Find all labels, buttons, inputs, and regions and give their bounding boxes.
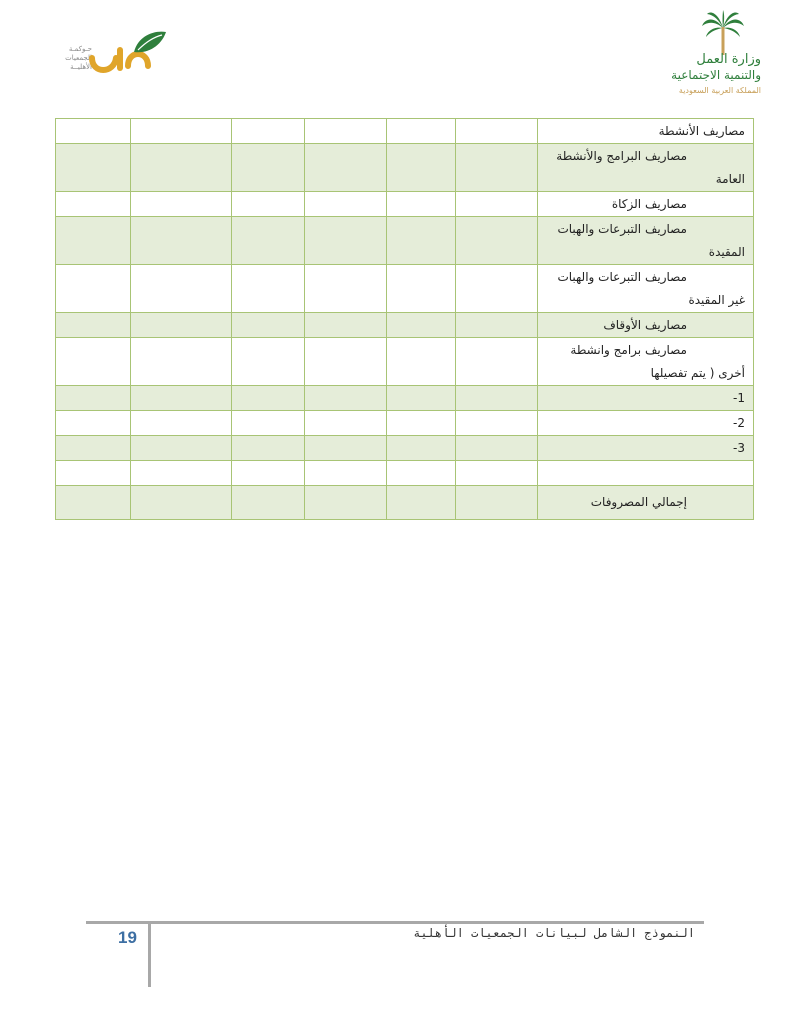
table-row xyxy=(56,461,754,486)
value-cell xyxy=(456,144,538,192)
value-cell xyxy=(56,265,131,313)
value-cell xyxy=(387,486,456,520)
table-row xyxy=(56,192,754,217)
value-cell xyxy=(456,217,538,265)
value-cell xyxy=(232,217,305,265)
value-cell xyxy=(387,338,456,386)
value-cell xyxy=(232,192,305,217)
row-label: 2- xyxy=(733,416,745,430)
value-cell xyxy=(131,144,232,192)
row-label: مصاريف برامج وانشطة xyxy=(570,343,687,357)
row-label-cell xyxy=(538,265,754,313)
table-row xyxy=(56,411,754,436)
value-cell xyxy=(456,192,538,217)
value-cell xyxy=(456,386,538,411)
value-cell xyxy=(305,386,387,411)
row-label-cell xyxy=(538,436,754,461)
value-cell xyxy=(387,192,456,217)
row-label: مصاريف الزكاة xyxy=(611,197,687,211)
governance-tag-line1: حـوكمـة xyxy=(68,45,92,53)
footer-title: النموذج الشامل لبيانات الجمعيات الأهلية xyxy=(413,926,695,940)
table-row xyxy=(56,486,754,520)
value-cell xyxy=(387,411,456,436)
row-label-continuation: أخرى ( يتم تفصيلها xyxy=(650,366,745,380)
table-row xyxy=(56,217,754,265)
value-cell xyxy=(456,313,538,338)
row-label-cell xyxy=(538,144,754,192)
value-cell xyxy=(131,119,232,144)
row-label: إجمالي المصروفات xyxy=(590,495,687,509)
value-cell xyxy=(305,119,387,144)
value-cell xyxy=(56,217,131,265)
ministry-logo xyxy=(629,10,761,96)
leaf-logo-icon xyxy=(88,28,170,76)
row-label-continuation: المقيدة xyxy=(708,245,745,259)
value-cell xyxy=(305,411,387,436)
value-cell xyxy=(456,436,538,461)
value-cell xyxy=(131,338,232,386)
table-row xyxy=(56,119,754,144)
row-label-continuation: العامة xyxy=(715,172,745,186)
table-row xyxy=(56,338,754,386)
value-cell xyxy=(305,486,387,520)
value-cell xyxy=(456,486,538,520)
value-cell xyxy=(56,411,131,436)
value-cell xyxy=(232,144,305,192)
value-cell xyxy=(456,338,538,386)
value-cell xyxy=(131,461,232,486)
row-label-cell xyxy=(538,192,754,217)
value-cell xyxy=(305,217,387,265)
value-cell xyxy=(305,265,387,313)
value-cell xyxy=(387,119,456,144)
ministry-name: وزارة العمل xyxy=(696,52,761,67)
row-label: مصاريف الأوقاف xyxy=(603,318,687,332)
row-label: مصاريف الأنشطة xyxy=(658,124,745,138)
value-cell xyxy=(232,313,305,338)
value-cell xyxy=(387,144,456,192)
row-label-cell xyxy=(538,461,754,486)
expenses-table xyxy=(55,118,754,520)
value-cell xyxy=(131,436,232,461)
value-cell xyxy=(305,338,387,386)
value-cell xyxy=(232,338,305,386)
value-cell xyxy=(456,411,538,436)
row-label-cell xyxy=(538,486,754,520)
row-label-cell xyxy=(538,119,754,144)
value-cell xyxy=(456,265,538,313)
value-cell xyxy=(131,411,232,436)
value-cell xyxy=(131,265,232,313)
page-number: 19 xyxy=(118,928,137,947)
value-cell xyxy=(56,313,131,338)
value-cell xyxy=(56,386,131,411)
row-label-cell xyxy=(538,411,754,436)
row-label-cell xyxy=(538,386,754,411)
table-row xyxy=(56,313,754,338)
value-cell xyxy=(131,217,232,265)
table-row xyxy=(56,386,754,411)
row-label-cell xyxy=(538,338,754,386)
row-label-cell xyxy=(538,313,754,338)
value-cell xyxy=(131,313,232,338)
footer-divider xyxy=(86,921,704,924)
value-cell xyxy=(56,192,131,217)
value-cell xyxy=(387,313,456,338)
row-label: مصاريف التبرعات والهبات xyxy=(557,270,687,284)
row-label: 3- xyxy=(733,441,745,455)
footer-vertical-divider xyxy=(148,921,151,987)
table-row xyxy=(56,265,754,313)
value-cell xyxy=(305,436,387,461)
governance-tag-line2: الجمعيات xyxy=(65,54,92,62)
value-cell xyxy=(131,192,232,217)
value-cell xyxy=(232,461,305,486)
governance-tag-line3: الأهليــة xyxy=(70,63,92,71)
palm-tree-icon xyxy=(701,10,745,56)
value-cell xyxy=(456,461,538,486)
row-label-cell xyxy=(538,217,754,265)
value-cell xyxy=(387,436,456,461)
value-cell xyxy=(56,144,131,192)
row-label: 1- xyxy=(733,391,745,405)
value-cell xyxy=(131,386,232,411)
table-row xyxy=(56,144,754,192)
value-cell xyxy=(56,338,131,386)
row-label: مصاريف البرامج والأنشطة xyxy=(556,149,687,163)
value-cell xyxy=(232,436,305,461)
table-row xyxy=(56,436,754,461)
value-cell xyxy=(387,386,456,411)
ministry-subtitle: والتنمية الاجتماعية xyxy=(671,68,761,82)
value-cell xyxy=(305,461,387,486)
country-name: المملكة العربية السعودية xyxy=(678,86,761,95)
value-cell xyxy=(232,411,305,436)
value-cell xyxy=(305,144,387,192)
value-cell xyxy=(232,265,305,313)
value-cell xyxy=(305,192,387,217)
value-cell xyxy=(56,461,131,486)
value-cell xyxy=(387,217,456,265)
value-cell xyxy=(232,119,305,144)
value-cell xyxy=(387,265,456,313)
value-cell xyxy=(387,461,456,486)
value-cell xyxy=(305,313,387,338)
value-cell xyxy=(56,436,131,461)
governance-logo xyxy=(52,28,172,76)
row-label: مصاريف التبرعات والهبات xyxy=(557,222,687,236)
value-cell xyxy=(456,119,538,144)
value-cell xyxy=(232,386,305,411)
value-cell xyxy=(232,486,305,520)
value-cell xyxy=(56,119,131,144)
row-label-continuation: غير المقيدة xyxy=(688,293,745,307)
value-cell xyxy=(131,486,232,520)
value-cell xyxy=(56,486,131,520)
